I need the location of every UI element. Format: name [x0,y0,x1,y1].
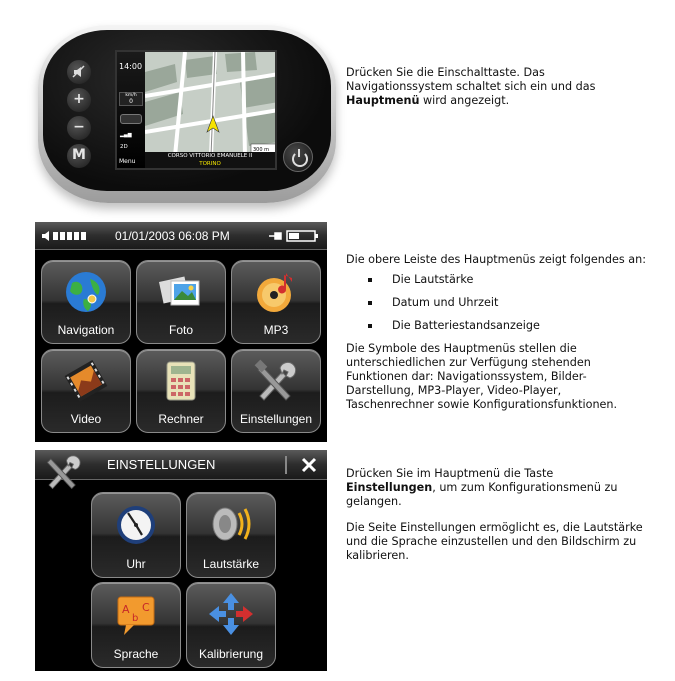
tile-uhr[interactable] [91,492,181,578]
tile-navigation[interactable] [41,260,131,344]
tile-label: MP3 [263,323,289,337]
tile-label: Foto [168,323,193,337]
city-name: TORINO [199,161,221,167]
section2-intro: Die obere Leiste des Hauptmenüs zeigt folgendes an: [346,253,646,266]
map-screen [115,50,277,170]
title-divider [285,456,287,474]
section1-text [346,66,646,118]
tile-label: Kalibrierung [198,647,264,661]
speed-unit: km/h [125,93,137,98]
tile-sprache[interactable] [91,582,181,668]
datetime-text: 01/01/2003 06:08 PM [115,229,230,243]
main-menu-topbar [35,222,327,250]
arrows-icon [207,591,255,637]
speed-box [119,92,143,106]
volume-bars-icon[interactable] [41,230,97,242]
tile-kalibrierung[interactable] [186,582,276,668]
view-mode: 2D [120,144,128,150]
section3-text-after: , um zum Konfigurationsmenü zu gelangen. [346,481,618,508]
map-scale: 300 m [253,147,270,152]
settings-tools-icon [41,452,85,492]
close-icon[interactable] [301,457,317,473]
view-toggle[interactable] [120,114,142,124]
bullet-item: Datum und Uhrzeit [368,296,646,310]
tools-icon [252,358,300,404]
mute-button[interactable] [67,60,91,84]
language-letter-c: C [142,601,150,614]
tile-label: Rechner [158,412,204,426]
tile-rechner[interactable] [136,349,226,433]
tile-einstellungen[interactable] [231,349,321,433]
power-button[interactable] [283,142,313,172]
street-name: CORSO VITTORIO EMANUELE II [167,153,253,159]
bullet-item: Die Lautstärke [368,273,646,287]
film-icon [62,358,110,404]
language-letter-b: b [132,613,139,624]
menu-hard-button[interactable]: M [67,144,91,168]
signal-icon: ▂▄▆ [120,132,132,138]
map-area[interactable] [145,52,275,152]
section2-bullets [368,273,646,333]
settings-screen [35,450,327,671]
tile-label: Lautstärke [202,557,260,571]
section2-desc: Die Symbole des Hauptmenüs stellen die unterschiedlichen zur Verfügung stehenden Funktionen dar: Navigationssystem, Bilder-Darstellung, MP3-Player, Video-Player, Taschenrechner sowie Konfigurationsfunktionen. [346,342,618,411]
calculator-icon [157,358,205,404]
photos-icon [157,269,205,315]
section3-text-before: Drücken Sie im Hauptmenü die Taste [346,467,554,480]
map-side-panel [117,52,145,168]
section1-text-after: wird angezeigt. [419,94,510,107]
main-menu-screen [35,222,327,442]
volume-up-button[interactable]: + [67,88,91,112]
device-bezel [43,30,331,191]
speed-value: 0 [129,98,133,105]
language-letter-a: A [122,603,130,616]
mute-icon [67,60,91,84]
section1-bold: Hauptmenü [346,94,420,107]
globe-icon [62,269,110,315]
bullet-item: Die Batteriestandsanzeige [368,319,646,333]
speaker-icon [207,501,255,547]
tile-lautstaerke[interactable] [186,492,276,578]
map-roads [145,52,275,152]
clock-icon [112,501,160,547]
tile-label: Sprache [113,647,159,661]
navigation-device [38,25,336,203]
section3-bold: Einstellungen [346,481,433,494]
tile-label: Navigation [57,323,115,337]
tile-label: Video [70,412,102,426]
clock-text: 14:00 [119,62,143,71]
cd-icon [252,269,300,315]
settings-topbar [35,450,327,480]
map-menu-label[interactable]: Menu [119,158,136,165]
tile-mp3[interactable] [231,260,321,344]
tile-label: Uhr [126,557,146,571]
battery-icon [267,230,319,242]
section3-p2: Die Seite Einstellungen ermöglicht es, die Lautstärke und die Sprache einzustellen und den Bildschirm zu kalibrieren. [346,521,643,562]
tile-video[interactable] [41,349,131,433]
section3-text [346,467,646,573]
volume-down-button[interactable]: − [67,116,91,140]
section1-text-before: Drücken Sie die Einschalttaste. Das Navigationssystem schaltet sich ein und das [346,66,596,93]
tile-foto[interactable] [136,260,226,344]
tile-label: Einstellungen [239,412,313,426]
language-icon [112,591,160,637]
section2-text [346,253,646,422]
settings-title: EINSTELLUNGEN [107,457,216,472]
map-street-bar [145,152,275,168]
